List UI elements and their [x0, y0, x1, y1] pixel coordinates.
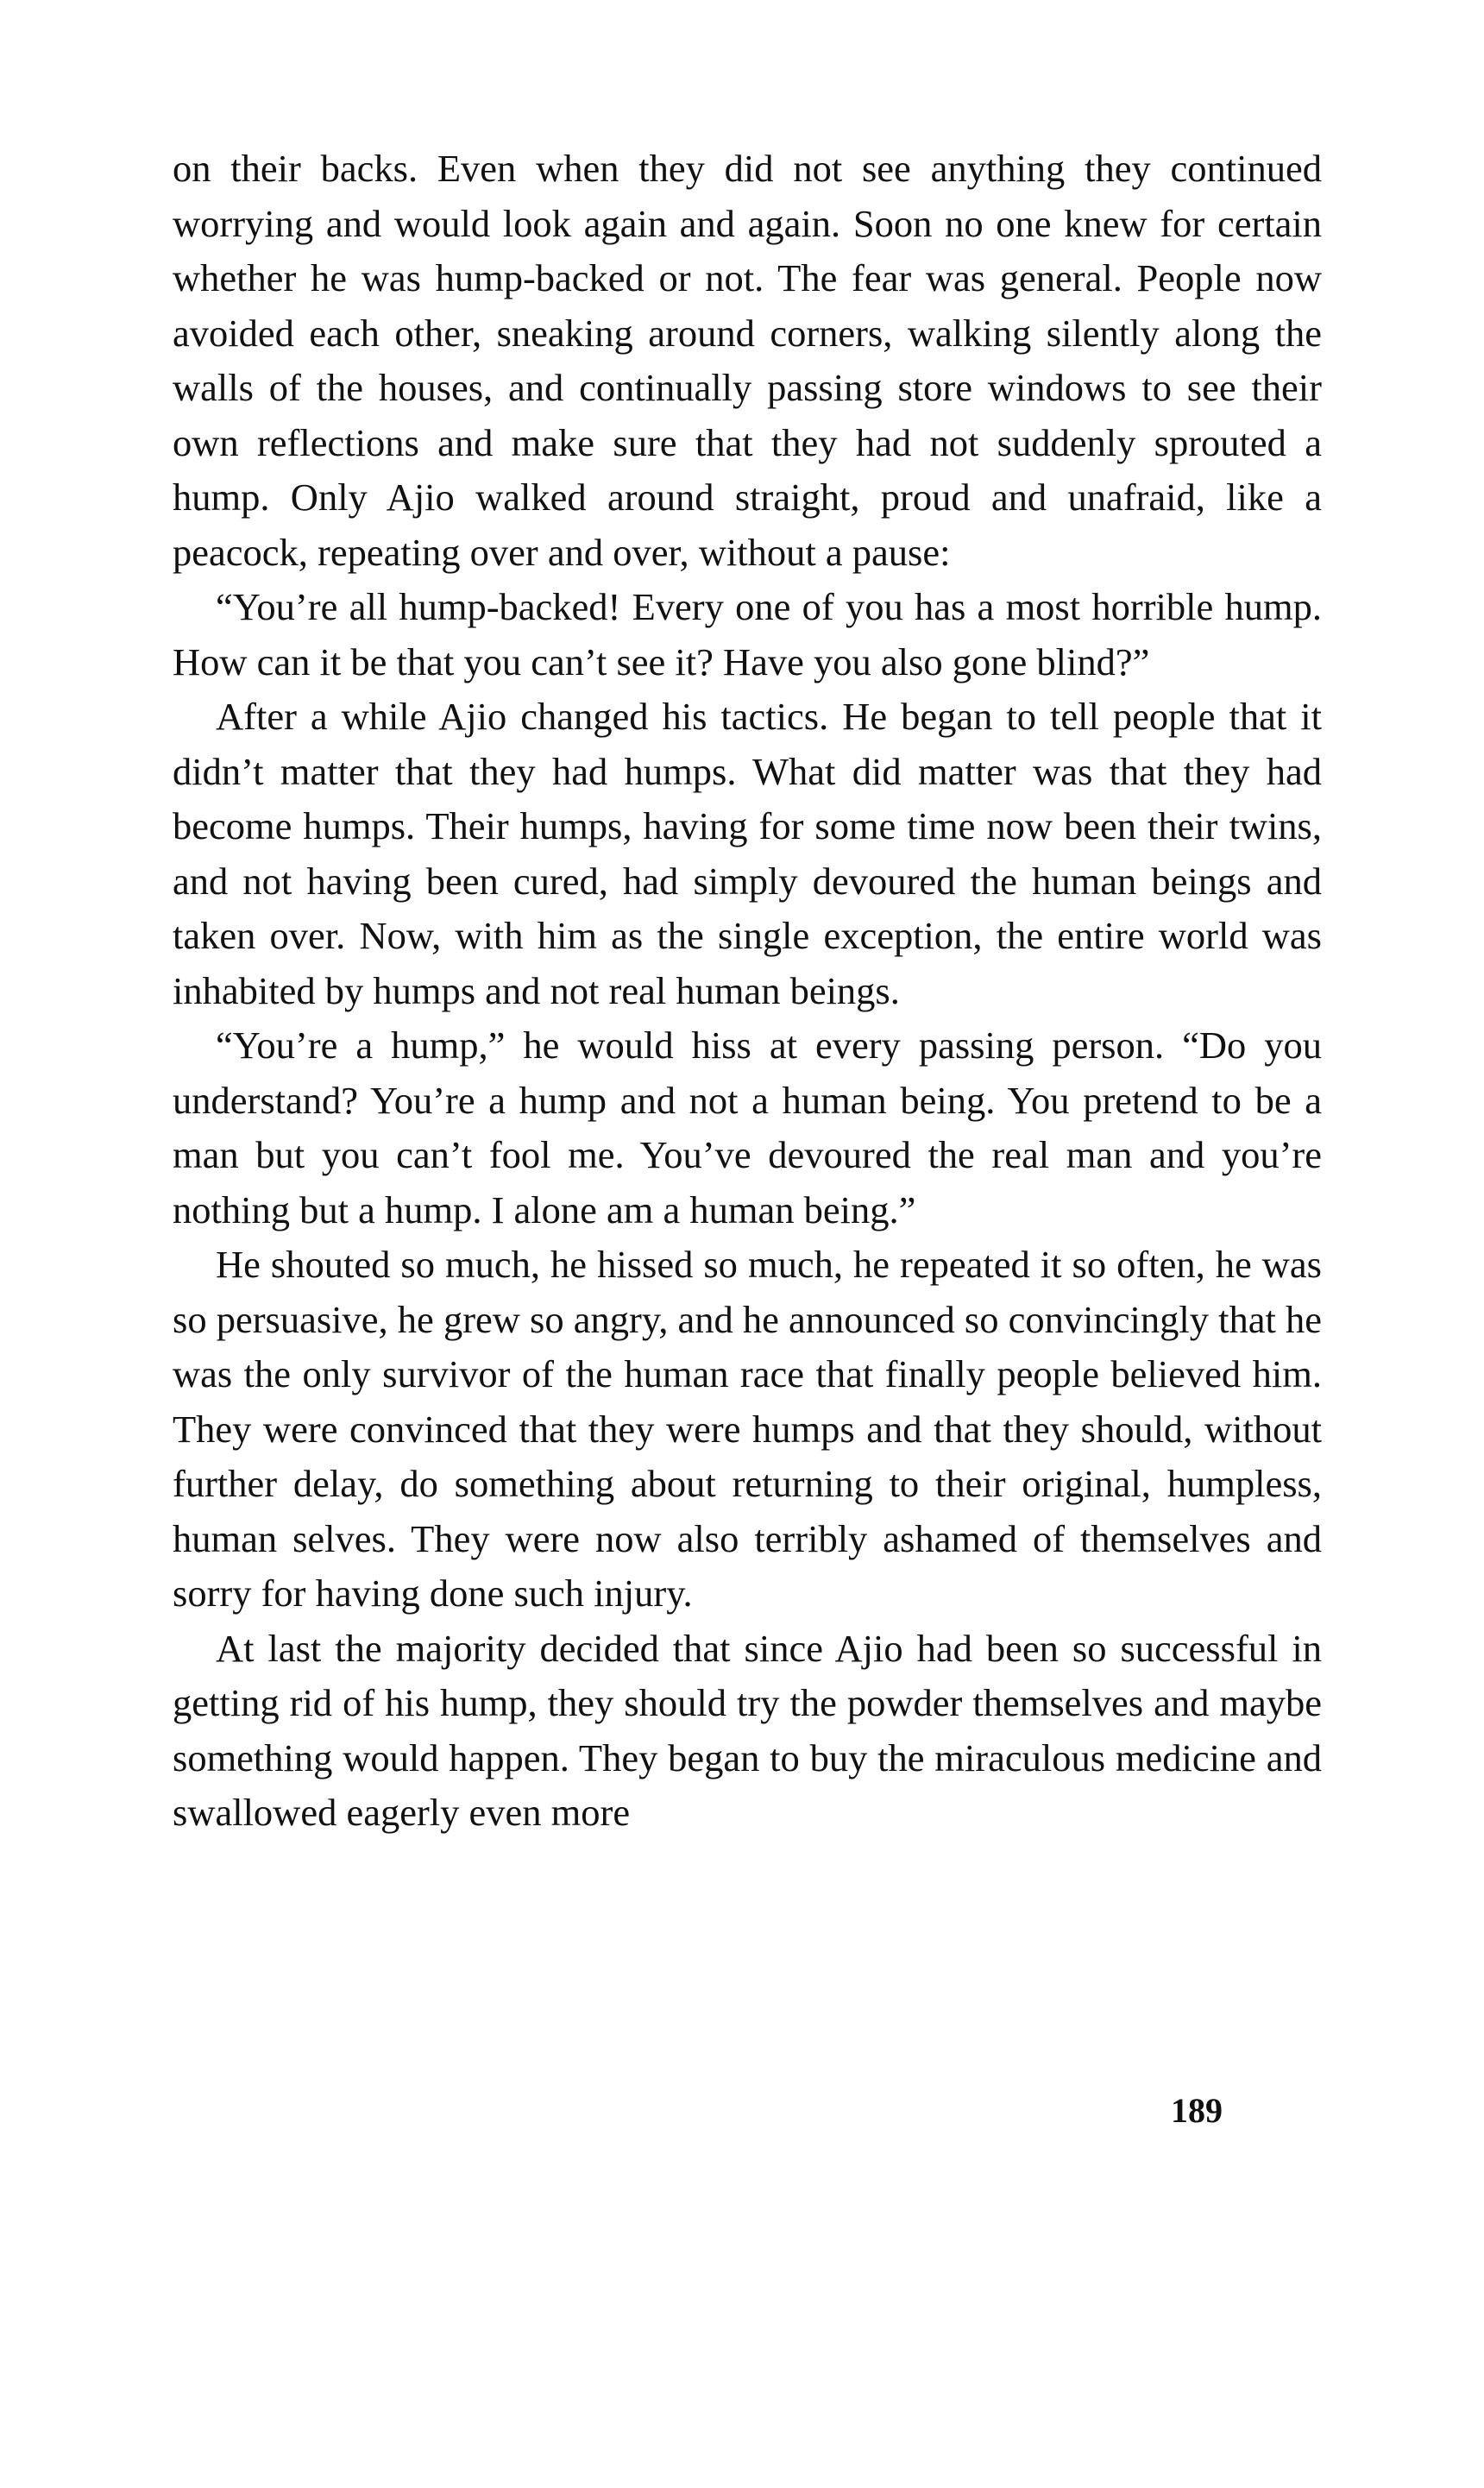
page-number: 189 [1171, 2091, 1223, 2130]
paragraph-6: At last the majority decided that since Ajio had been so successful in getting rid of his hump, they should try the powder themselves and maybe something would happen. They began to buy the miraculous medicine and swallowed eagerly even more [173, 1626, 1322, 1834]
page-body [173, 142, 1322, 1841]
paragraph-5: He shouted so much, he hissed so much, he repeated it so often, he was so persuasive, he grew so angry, and he announced so convincingly that he was the only survivor of the human race that finally people believed him. They were convinced that they were humps and that they should, without further delay, do something about returning to their original, humpless, human selves. They were now also terribly ashamed of themselves and sorry for having done such injury. [173, 1243, 1322, 1615]
paragraph-1: on their backs. Even when they did not see anything they continued worrying and would look again and again. Soon no one knew for certain whether he was hump-backed or not. The fear was general. People now avoided each other, sneaking around corners, walking silently along the walls of the houses, and continually passing store windows to see their own reflections and make sure that they had not suddenly sprouted a hump. Only Ajio walked around straight, proud and unafraid, like a peacock, repeating over and over, without a pause: [173, 147, 1322, 574]
paragraph-3: After a while Ajio changed his tactics. He began to tell people that it didn’t matter that they had humps. What did matter was that they had become humps. Their humps, having for some time now been their twins, and not having been cured, had simply devoured the human beings and taken over. Now, with him as the single exception, the entire world was inhabited by humps and not real human beings. [173, 695, 1322, 1012]
paragraph-4: “You’re a hump,” he would hiss at every passing person. “Do you understand? You’re a hump and not a human being. You pretend to be a man but you can’t fool me. You’ve devoured the real man and you’re nothing but a hump. I alone am a human being.” [173, 1024, 1322, 1231]
paragraph-2: “You’re all hump-backed! Every one of you has a most horrible hump. How can it be that you can’t see it? Have you also gone blind?” [173, 585, 1322, 683]
